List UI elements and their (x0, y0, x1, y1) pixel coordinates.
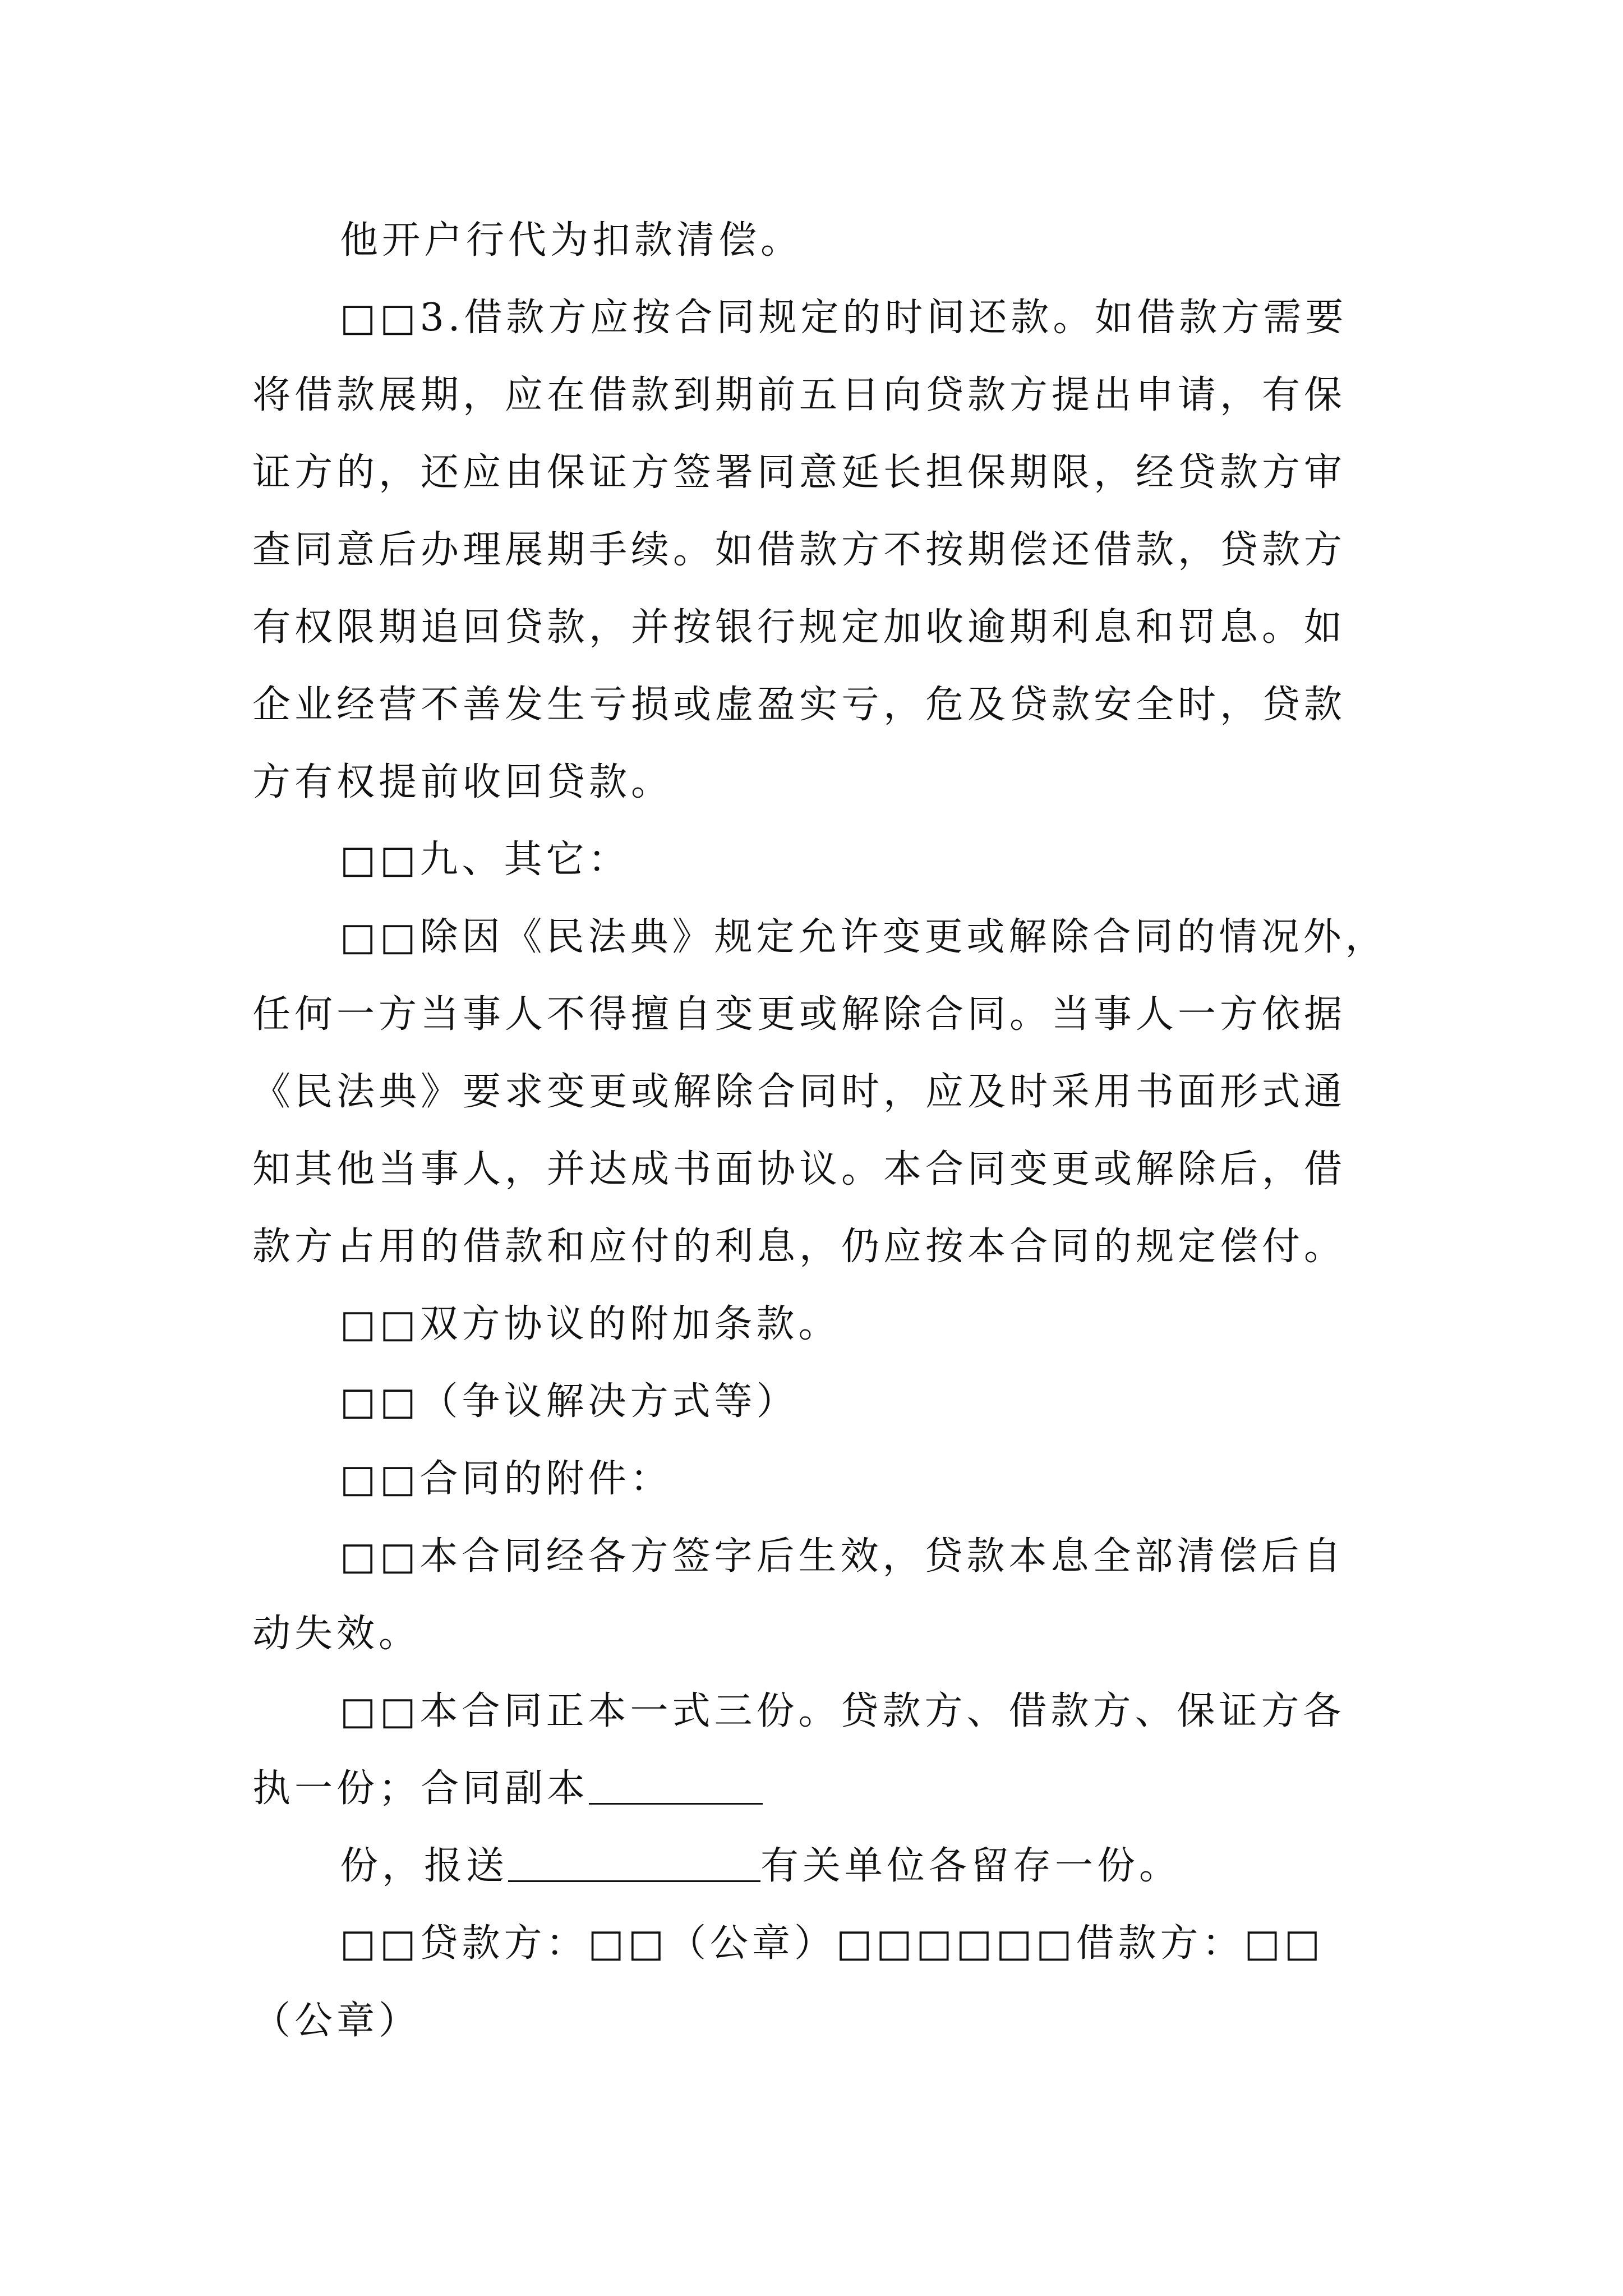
copies-line-text: 执一份；合同副本 (252, 1766, 589, 1811)
paragraph-line: 企业经营不善发生亏损或虚盈实亏，危及贷款安全时，贷款 (252, 683, 1347, 727)
paragraph-line: □□合同的附件： (340, 1457, 672, 1501)
paragraph-line: 《民法典》要求变更或解除合同时，应及时采用书面形式通 (252, 1070, 1347, 1114)
report-blank-field[interactable] (508, 1846, 760, 1882)
signature-line-continuation: （公章） (252, 1999, 421, 2043)
paragraph-line: □□本合同正本一式三份。贷款方、借款方、保证方各 (340, 1689, 1345, 1733)
paragraph-line: 将借款展期，应在借款到期前五日向贷款方提出申请，有保 (252, 373, 1347, 417)
paragraph-line: 证方的，还应由保证方签署同意延长担保期限，经贷款方审 (252, 450, 1347, 495)
contract-text (252, 202, 1402, 2060)
paragraph-line: 知其他当事人，并达成书面协议。本合同变更或解除后，借 (252, 1147, 1347, 1191)
paragraph-line: □□本合同经各方签字后生效，贷款本息全部清偿后自 (340, 1534, 1345, 1579)
paragraph-line: 任何一方当事人不得擅自变更或解除合同。当事人一方依据 (252, 992, 1347, 1037)
paragraph-line: □□除因《民法典》规定允许变更或解除合同的情况外， (340, 915, 1387, 959)
signature-line: □□贷款方：□□（公章）□□□□□□借款方：□□ (340, 1921, 1324, 1966)
report-line (252, 1828, 1402, 1905)
paragraph-line: □□3.借款方应按合同规定的时间还款。如借款方需要 (340, 296, 1348, 340)
copies-blank-field[interactable] (589, 1768, 763, 1805)
report-line-suffix: 有关单位各留存一份。 (760, 1844, 1182, 1888)
report-line-prefix: 份，报送 (340, 1844, 509, 1888)
copies-line (252, 1750, 1402, 1828)
paragraph-line: 他开户行代为扣款清偿。 (340, 218, 803, 263)
paragraph-line: 款方占用的借款和应付的利息，仍应按本合同的规定偿付。 (252, 1225, 1347, 1269)
paragraph-line: 有权限期追回贷款，并按银行规定加收逾期利息和罚息。如 (252, 605, 1347, 650)
section-heading: □□九、其它： (340, 838, 630, 882)
paragraph-line: □□双方协议的附加条款。 (340, 1302, 841, 1346)
paragraph-line: 方有权提前收回贷款。 (252, 760, 674, 804)
paragraph-line: □□（争议解决方式等） (340, 1379, 799, 1424)
paragraph-line: 查同意后办理展期手续。如借款方不按期偿还借款，贷款方 (252, 528, 1347, 572)
paragraph-line: 动失效。 (252, 1612, 421, 1656)
